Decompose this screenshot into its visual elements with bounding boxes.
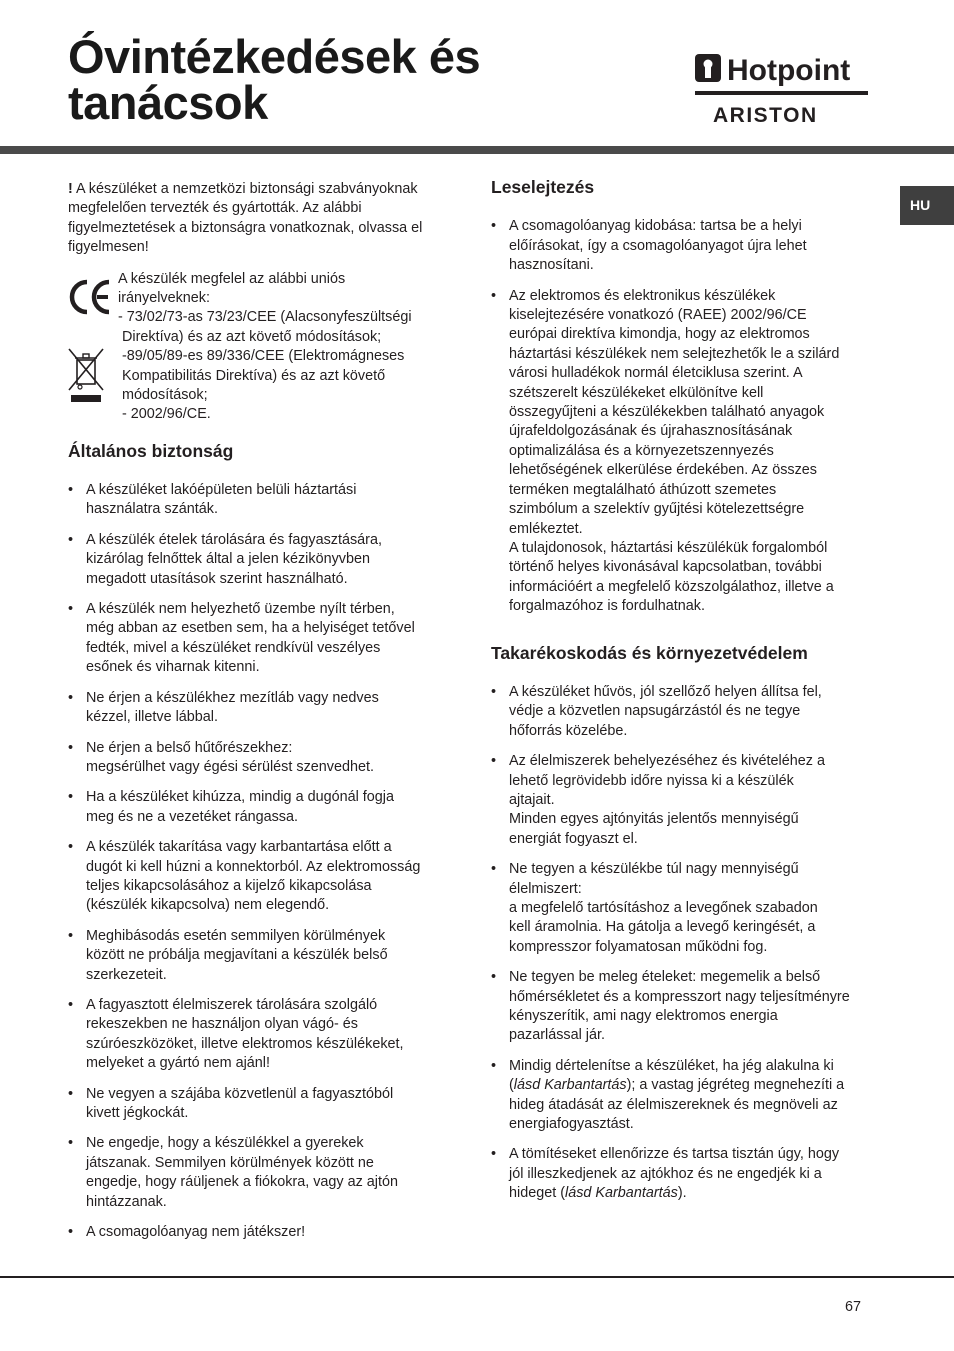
list-item <box>491 860 869 957</box>
crossed-bin-icon <box>68 348 104 404</box>
maintenance-reference: lásd Karbantartás <box>513 1077 627 1094</box>
item-line: • A csomagolóanyag nem játékszer! <box>86 1224 306 1241</box>
left-column <box>68 180 446 1253</box>
cert-line: - 2002/96/CE. <box>122 406 211 423</box>
safety-heading: Általános biztonság <box>68 440 234 461</box>
item-line: városi hulladékok normál életciklusa szerint. A <box>509 365 803 382</box>
hotpoint-ariston-logo <box>695 52 870 124</box>
item-line: Minden egyes ajtónyitás jelentős mennyiségű <box>509 811 799 828</box>
item-line: kiselejtezésére vonatkozó (RAEE) 2002/96/CE <box>509 307 807 324</box>
item-line: szétszerelt készülékeket elkülönítve kell <box>509 384 764 401</box>
paren-open: ( <box>509 1077 514 1094</box>
item-line: • Ne tegyen a készülékbe túl nagy mennyiségű <box>509 861 799 878</box>
item-line: emlékeztet. <box>509 520 583 537</box>
item-line: kompresszor folyamatosan működni fog. <box>509 938 768 955</box>
item-line: szerkezeteit. <box>86 966 167 983</box>
item-line: • A csomagolóanyag kidobása: tartsa be a helyi <box>509 218 802 235</box>
certification-text <box>118 270 448 425</box>
item-line-pre: hideget ( <box>509 1185 566 1202</box>
cert-line: Direktíva) és az azt követő módosítások; <box>122 328 382 345</box>
item-line: melyeket a gyártó nem ajánl! <box>86 1055 270 1072</box>
list-item <box>491 752 869 849</box>
disposal-heading: Leselejtezés <box>491 177 595 197</box>
item-line: megadott utasítások szerint használható. <box>86 570 348 587</box>
item-line: • Ne engedje, hogy a készülékkel a gyerekek <box>86 1135 364 1152</box>
item-line: pazarlással jár. <box>509 1027 605 1044</box>
list-item <box>491 217 869 275</box>
list-item <box>68 927 446 985</box>
list-item <box>68 788 446 827</box>
list-item <box>68 996 446 1074</box>
item-line: • Meghibásodás esetén semmilyen körülmények <box>86 927 386 944</box>
item-line: forgalmazóhoz is fordulhatnak. <box>509 598 705 615</box>
item-line: terméken megtalálható áthúzott szemetes <box>509 481 777 498</box>
item-line: szimbólum a szelektív gyűjtési kötelezettségre <box>509 501 805 518</box>
item-line: • Mindig dértelenítse a készüléket, ha jég alakulna ki <box>509 1057 834 1074</box>
item-line: kell áramolnia. Ha gátolja a levegő keringését, a <box>509 919 816 936</box>
item-line: • Ne tegyen be meleg ételeket: megemelik a belső <box>509 969 821 986</box>
item-line: kizárólag felnőttek által a jelen kézikönyvben <box>86 551 370 568</box>
item-line: meg és ne a vezetéket rángassa. <box>86 808 298 825</box>
item-line-rest: ); a vastag jégréteg megnehezíti a <box>626 1077 845 1094</box>
list-item <box>491 683 869 741</box>
item-line: engedje, hogy ráüljenek a fiókokra, vagy az ajtón <box>86 1174 398 1191</box>
list-item <box>68 739 446 778</box>
cert-line: -89/05/89-es 89/336/CEE (Elektromágneses <box>122 348 405 365</box>
item-line: történő helyes kivonásával kapcsolatban, további <box>509 559 822 576</box>
logo-brand: Hotpoint <box>727 54 851 87</box>
item-line: • A készülék takarítása vagy karbantartása előtt a <box>86 839 392 856</box>
safety-list <box>68 481 446 1242</box>
item-line: • A készülék nem helyezhető üzembe nyílt térben, <box>86 601 395 618</box>
item-line: • Az elektromos és elektronikus készülékek <box>509 287 776 304</box>
list-item <box>68 600 446 678</box>
intro-text: A készüléket a nemzetközi biztonsági szabványoknak megfelelően tervezték és gyártották. Az alábbi figyelmeztetések a biztonságra vonatkoznak, olvassa el figyelmesen! <box>68 181 423 256</box>
item-line: dugót ki kell húzni a konnektorból. Az elektromosság <box>86 858 421 875</box>
page-number: 67 <box>845 1299 862 1315</box>
item-line: hőforrás közelébe. <box>509 722 628 739</box>
item-line: • A készüléket lakóépületen belüli háztartási <box>86 482 357 499</box>
ce-mark-icon <box>68 278 112 316</box>
list-item <box>68 689 446 728</box>
item-line: újrafeldolgozásának és újrahasznosításának <box>509 423 793 440</box>
item-line: megsérülhet vagy égési sérülést szenvedhet. <box>86 758 374 775</box>
footer-rule <box>0 1276 954 1278</box>
item-line: játszanak. Semmilyen körülmények között ne <box>86 1154 374 1171</box>
cert-line: irányelveknek: <box>118 290 210 307</box>
item-line: ajtajait. <box>509 791 555 808</box>
logo-sub: ARISTON <box>713 104 818 124</box>
list-item <box>68 531 446 589</box>
list-item <box>491 968 869 1046</box>
list-item <box>68 838 446 916</box>
item-line: esőnek és viharnak kitenni. <box>86 659 260 676</box>
item-line <box>509 1184 869 1203</box>
cert-line: - 73/02/73-as 73/23/CEE (Alacsonyfeszültségi <box>118 309 412 326</box>
item-line: lehető legrövidebb időre nyissa ki a készülék <box>509 772 794 789</box>
item-line: energiát fogyaszt el. <box>509 830 638 847</box>
item-line: fedték, mivel a készüléket rendkívül veszélyes <box>86 639 381 656</box>
item-line: rekeszekben ne használjon olyan vágó- és <box>86 1016 358 1033</box>
maintenance-reference: lásd Karbantartás <box>565 1185 678 1202</box>
item-line: védje a közvetlen napsugárzástól és ne tegye <box>509 703 801 720</box>
intro-paragraph <box>68 180 446 258</box>
item-line: • A tömítéseket ellenőrizze és tartsa tisztán úgy, hogy <box>509 1146 840 1163</box>
item-line: hideg átadását az élelmiszereknek és megnöveli az <box>509 1096 838 1113</box>
item-line: hasznosítani. <box>509 257 594 274</box>
disposal-list <box>491 217 869 616</box>
item-line: hőmérsékletet és a kompresszort nagy teljesítményre <box>509 988 850 1005</box>
item-line-post: ). <box>677 1185 687 1202</box>
item-line <box>509 1076 869 1095</box>
item-line: • A készüléket hűvös, jól szellőző helyen állítsa fel, <box>509 683 822 700</box>
item-line: előírásokat, így a csomagolóanyagot újra lehet <box>509 237 807 254</box>
item-line: között ne próbálja megjavítani a készülék belső <box>86 947 388 964</box>
item-line: használatra szánták. <box>86 501 218 518</box>
warning-mark: ! <box>68 181 73 197</box>
item-line: A tulajdonosok, háztartási készülékük forgalomból <box>509 539 828 556</box>
item-line: • Ha a készüléket kihúzza, mindig a dugónál fogja <box>86 789 394 806</box>
item-line: lehetőségének elkerülése érdekében. Az összes <box>509 462 817 479</box>
logo-divider <box>695 91 868 95</box>
cert-line: módosítások; <box>122 387 208 404</box>
item-line: háztartási készülékek nem selejtezhetők le a szilárd <box>509 345 840 362</box>
header-rule <box>0 146 954 154</box>
list-item <box>68 1085 446 1124</box>
item-line: • A készülék ételek tárolására és fagyasztására, <box>86 531 382 548</box>
item-line: • Ne érjen a készülékhez mezítláb vagy nedves <box>86 689 379 706</box>
right-column <box>491 178 869 1215</box>
item-line: • Ne érjen a belső hűtőrészekhez: <box>86 739 293 756</box>
item-line: élelmiszert: <box>509 880 582 897</box>
item-line: kényszerítik, ami nagy elektromos energia <box>509 1008 778 1025</box>
item-line: teljes kikapcsolásához a kijelző kikapcsolása <box>86 877 372 894</box>
item-line: kézzel, illetve lábbal. <box>86 709 218 726</box>
list-item <box>68 481 446 520</box>
saving-list <box>491 683 869 1204</box>
list-item <box>491 287 869 617</box>
item-line: • A fagyasztott élelmiszerek tárolására szolgáló <box>86 996 378 1013</box>
item-line: • Ne vegyen a szájába közvetlenül a fagyasztóból <box>86 1085 394 1102</box>
list-item-seals <box>491 1145 869 1203</box>
page-title-line2: tanácsok <box>68 76 268 129</box>
saving-heading: Takarékoskodás és környezetvédelem <box>491 642 808 663</box>
list-item <box>68 1223 446 1242</box>
item-line: (készülék kikapcsolva) nem elegendő. <box>86 897 330 914</box>
page-title-line1: Óvintézkedések és <box>68 30 481 83</box>
page-title <box>68 30 481 129</box>
certification-block <box>68 270 446 423</box>
item-line: még abban az esetben sem, ha a helyiséget tetővel <box>86 620 415 637</box>
item-line: európai direktíva kimondja, hogy az elektromos <box>509 326 810 343</box>
list-item-defrost <box>491 1057 869 1135</box>
item-line: energiafogyasztást. <box>509 1116 634 1133</box>
item-line: jól illeszkedjenek az ajtókhoz és ne engedjék ki a <box>509 1165 822 1182</box>
language-tab: HU <box>900 186 954 225</box>
item-line: • Az élelmiszerek behelyezéséhez és kivételéhez a <box>509 753 825 770</box>
item-line: optimalizálása és a környezetszennyezés <box>509 442 774 459</box>
item-line: szúróeszközöket, illetve elektromos készülékeket, <box>86 1035 404 1052</box>
cert-line: Kompatibilitás Direktíva) és az azt követő <box>122 367 386 384</box>
item-line: összegyűjteni a készülékekben található anyagok <box>509 404 825 421</box>
item-line: a megfelelő tartósításhoz a levegőnek szabadon <box>509 900 818 916</box>
list-item <box>68 1134 446 1212</box>
item-line: információért a megfelelő közszolgálathoz, illetve a <box>509 578 834 595</box>
item-line: kivett jégkockát. <box>86 1105 189 1121</box>
item-line: hintázzanak. <box>86 1193 167 1210</box>
cert-line: A készülék megfelel az alábbi uniós <box>118 270 346 287</box>
